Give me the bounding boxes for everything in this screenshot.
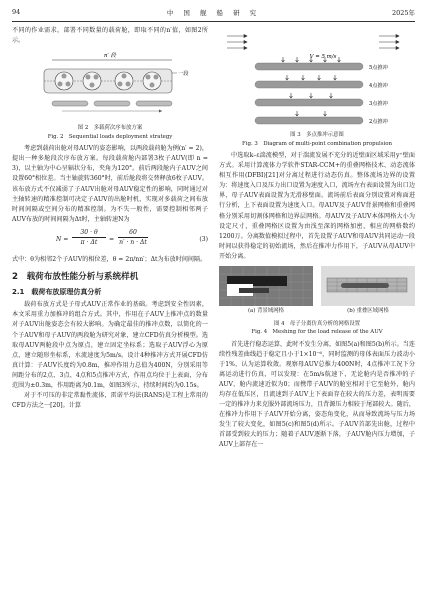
label-4point: 4点推冲 — [369, 83, 388, 89]
figure-3 — [219, 26, 415, 148]
downward-arrow-icon — [286, 75, 337, 80]
flow-speed-label: V = 5 m/s — [309, 54, 337, 60]
downward-arrow-icon — [290, 93, 333, 98]
figure-4-caption-zh: 图 4 母子分离仿真分析的网格设置 — [273, 320, 360, 327]
header-rule — [12, 21, 415, 22]
paragraph: 不同的作业需求，部署不同数量的载荷舱，即取不同的n′值，如图2所示。 — [12, 27, 208, 45]
figure-2 — [12, 49, 208, 141]
figure-2-caption-en: Fig. 2 Sequential loads deployment strategy — [47, 133, 173, 140]
subsection-heading: 2.1 载荷布放原理仿真分析 — [12, 288, 102, 297]
one-section-label: 一段 — [178, 71, 189, 78]
flow-arrow-icon — [159, 110, 162, 113]
eq-numerator-2: 60 — [118, 228, 148, 238]
header-year: 2025年 — [391, 9, 415, 17]
equation-3 — [12, 227, 208, 253]
sub-auv — [136, 101, 172, 106]
pod-group-4 — [143, 72, 161, 90]
paragraph: 载荷布放方式是子母式AUV正常作业的基础。考虑到安全性因素，本文采用重力加推冲的组合方式。其中，作用在子AUV上推冲点的数量对子AUV出舱姿态会有较大影响。为确定最佳的推冲点数，以简化的一个子AUV和母子AUV的两段舱为研究对象，建立CFD仿真分析模型。选取母AUV两舱段中点为原点，建立固定坐标系；选取子AUV浮心为原点，建立随形坐标系，水流速度为5m/s。设计4种推冲方式开展CFD仿真计算：子AUV长度约为0.8m，推冲作用力总值为400N，分别采用等间距分布的2点、3点、4点和5点推冲方式，作用点均位于上表面，分布范围为±0.3m，作用距离为0.1m，如图3所示，持续时间约为0.15s。 — [12, 301, 208, 389]
sub-auv-5point — [255, 63, 363, 70]
sub-auv-3point — [255, 99, 363, 106]
right-column — [219, 26, 415, 451]
figure-2-diagram — [12, 49, 208, 123]
eq-lhs: N = — [56, 235, 69, 243]
sub-auv-2point — [255, 117, 363, 124]
background-mesh-image — [219, 266, 313, 306]
page-header — [12, 8, 415, 20]
sub-auv-4point — [255, 81, 363, 88]
figure-2-caption-zh: 图 2 多载荷次序布放方案 — [77, 125, 143, 132]
label-3point: 3点推冲 — [369, 101, 388, 107]
n-prime-label: n′ 段 — [103, 53, 117, 60]
paragraph: 考虑到载荷出舱对母AUV的姿态影响，以两段载荷舱为例(n′ = 2)，提出一种多舱段次序布放方案。每段载荷舱内部署3枚子AUV(即 n = 3)，以主轴为中心呈辐状分布，夹角为120°。前后两段舱内子AUV之间设置60°相位差。当主轴旋转360°时，前后舱段将交替释放6枚子AUV。该布放方式不仅减弱了子AUV出舱对母AUV稳定性的影响，同时通过对主轴转速的精准控制可决定子AUV的出舱时机，实现对多载荷之间布放时间间隔或空间分布的精准控制。为不失一般性，需要控制相邻两子AUV布放的时间间隔为Δt时，主轴转速N为 — [12, 145, 208, 223]
journal-name: 中 国 舰 船 研 究 — [166, 9, 261, 17]
pod-group-2 — [83, 72, 101, 90]
paragraph: 中选取k–ε湍流模型，对于湍流发展不充分的近壁面区域采用y⁺壁面方式。采用计算流体力学软件STAR-CCM+的重叠网格技术、动态流体相互作用(DFBI)[21]对分离过程进行动态仿真。整体流场边界的设置为：将速度入口及压力出口设置为速度入口，流场左右表面设置为出口边界，母子AUV表面设置为无滑移壁面。流场前后表面分别设置对称面进行分析，上下表面设置为速度入口。母AUV及子AUV背景网格和重叠网格分别采用切割体网格和边界层网格。母AUV及子AUV本体网格大小为设定尺寸，重叠网格区设置为由浅至深的网格加密，相应的网格数约1200万。分离数值模拟过程中，首先设置子AUV和母AUV共同运动一段时间以获得稳定的初始流场，然后在推冲力作用下，子AUV从母AUV中开始分离。 — [219, 152, 415, 260]
figure-4 — [219, 266, 415, 337]
eq-denominator-1: π · Δt — [80, 238, 98, 246]
page-number: 94 — [12, 8, 21, 16]
section-heading: 2 载荷布放性能分析与系统样机 — [12, 272, 139, 283]
overlap-mesh-image — [321, 266, 415, 306]
label-5point: 5点推冲 — [369, 65, 388, 71]
paragraph: 式中：θ为相邻2个子AUV的相位差，θ = 2π/nn′；Δt为布放时间间隔。 — [12, 255, 207, 263]
sub-auv — [52, 101, 88, 106]
figure-3-diagram — [219, 26, 415, 130]
figure-4b-label: (b) 重叠区域网格 — [347, 308, 389, 315]
downward-arrow-icon — [296, 111, 327, 116]
sub-auv — [94, 101, 130, 106]
pod-group-3 — [115, 72, 133, 90]
figure-4-caption-en: Fig. 4 Meshing for the load release of the AUV — [251, 329, 383, 336]
equation-number: (3) — [199, 235, 208, 243]
label-2point: 2点推冲 — [369, 119, 388, 125]
left-column — [12, 26, 208, 411]
figure-4a-label: (a) 背景域网格 — [247, 308, 285, 315]
eq-denominator-2: n′ · n · Δt — [119, 238, 147, 246]
pod-group-1 — [55, 72, 73, 90]
paragraph: 对于不可压的非定常黏性流体，雷诺平均法(RANS)是工程上常用的CFD方法之一[20]。计算 — [12, 392, 208, 410]
paragraph: 首先进行稳态运算，此时不发生分离，如图5(a)和图5(b)所示。当连续性残差曲线趋于稳定且小于1×10⁻⁶，同时监测的母体表面压力波动小于1%，认为运算收敛。观察母AUV总推力400N时，4点推冲工况下分离运动进行仿真，可以发现：在5m/s航速下，无论舱内是否推冲的子AUV，舱内流速近似为0；而携带子AUV的舱室相对于它至舱外，舱内均存在低压区，且流速到子AUV上下表面存在较大的压力差，表明需要一定的推冲力来克服外部流场压力，且背源压力相较于尾部较大。随后，在推冲力作用下子AUV开始分离，姿态角变化，从而导致流场与压力场发生了较大变化，如图5(c)和图5(d)所示。子AUV首部先出舱，过程中首部受到较大的压力；随着子AUV逐渐下落，子AUV舱内压力增加，子AUV上部存在一 — [219, 340, 415, 449]
figure-3-caption-en: Fig. 3 Diagram of multi-point combination propulsion — [242, 140, 392, 147]
eq-equals: = — [109, 235, 115, 243]
figure-3-caption-zh: 图 3 多点推冲示意图 — [290, 132, 344, 138]
eq-numerator-1: 30 · θ — [72, 228, 106, 238]
